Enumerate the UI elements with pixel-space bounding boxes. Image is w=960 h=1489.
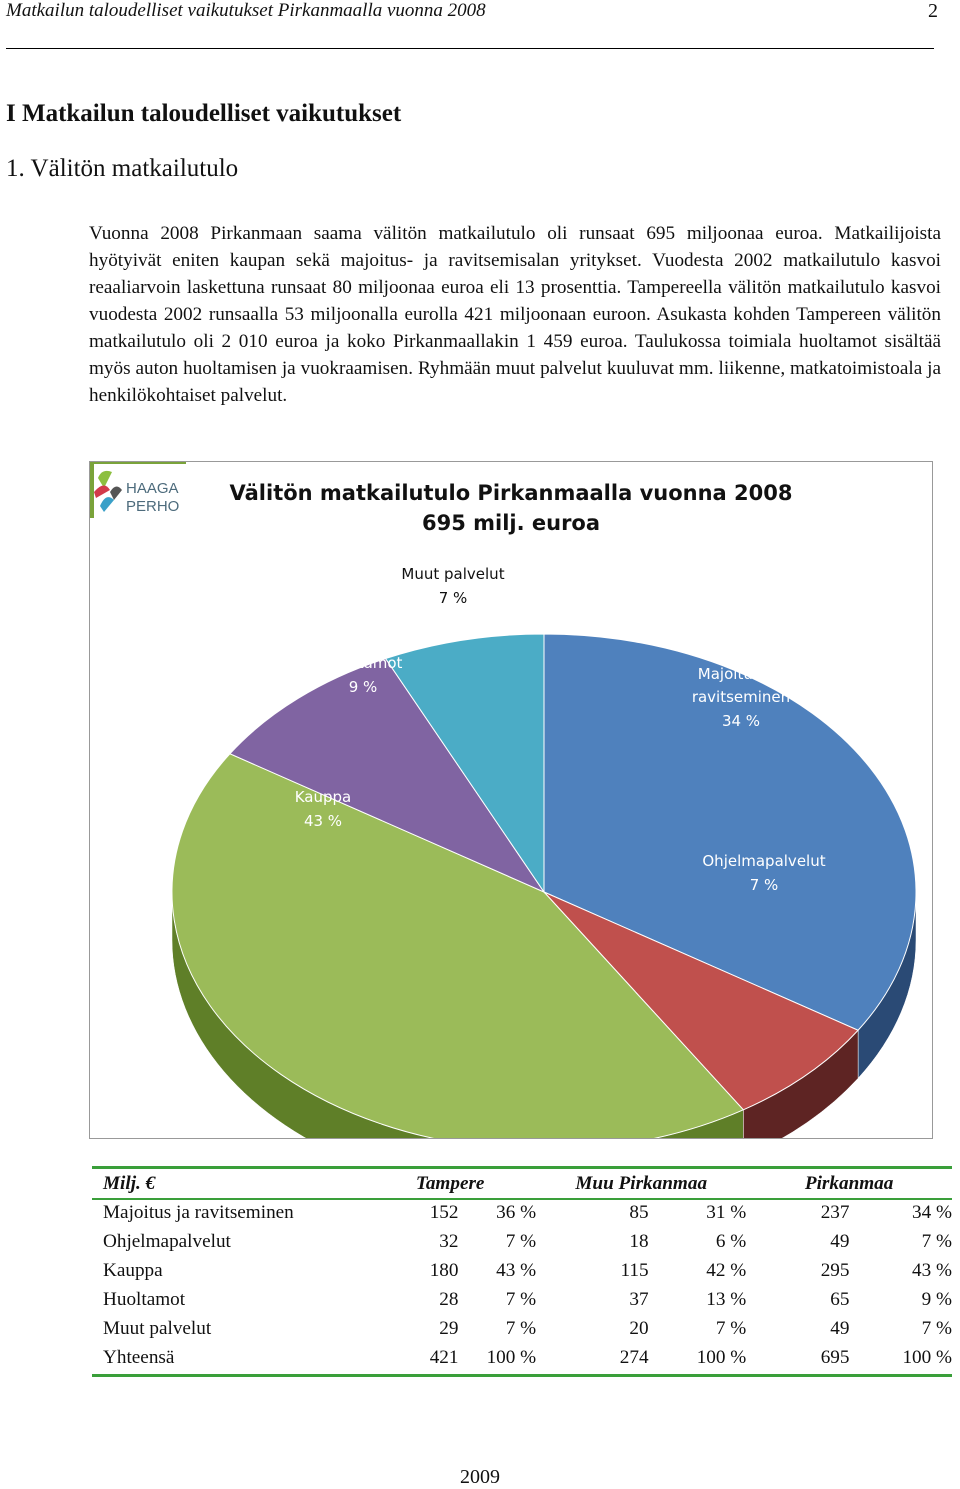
- table-cell: 43 %: [496, 1259, 537, 1281]
- table-cell: 421: [429, 1346, 459, 1368]
- table-cell: 180: [429, 1259, 459, 1281]
- table-cell: 13 %: [706, 1288, 747, 1310]
- table-cell: 65: [830, 1288, 850, 1310]
- subsection-title: 1. Välitön matkailutulo: [6, 155, 239, 182]
- section-title: I Matkailun taloudelliset vaikutukset: [6, 100, 402, 127]
- table-header-row: [92, 1169, 952, 1198]
- table-rule-bottom: [92, 1374, 952, 1377]
- table-cell: 31 %: [706, 1201, 747, 1223]
- table-cell: 9 %: [921, 1288, 952, 1310]
- table-cell: 115: [620, 1259, 649, 1281]
- pie-label-percent-3: 9 %: [348, 678, 378, 696]
- table-cell: 695: [820, 1346, 850, 1368]
- table-header-unit: Milj. €: [103, 1172, 156, 1194]
- logo-leaf-gray-icon: [110, 486, 122, 500]
- table-row: [92, 1227, 952, 1256]
- table-cell: 28: [439, 1288, 459, 1310]
- table-cell: 42 %: [706, 1259, 747, 1281]
- table-cell: 85: [629, 1201, 649, 1223]
- table-cell: 7 %: [921, 1317, 952, 1339]
- table-row-label: Muut palvelut: [103, 1317, 212, 1339]
- table-cell: 34 %: [912, 1201, 952, 1223]
- pie-chart: [90, 462, 932, 1138]
- table-cell: 43 %: [912, 1259, 952, 1281]
- table-cell: 274: [619, 1346, 649, 1368]
- table-cell: 7 %: [715, 1317, 747, 1339]
- pie-label-percent-2: 43 %: [303, 812, 343, 830]
- pie-slice-group: [172, 634, 916, 1138]
- table-cell: 100 %: [902, 1346, 952, 1368]
- table-cell: 20: [629, 1317, 649, 1339]
- table-cell: 100 %: [486, 1346, 537, 1368]
- page-number: 2: [928, 0, 938, 22]
- table-cell: 36 %: [496, 1201, 537, 1223]
- pie-label-4: [401, 565, 504, 607]
- logo-leaf-red-icon: [94, 485, 110, 498]
- footer-year: 2009: [460, 1466, 500, 1488]
- table-row-label: Huoltamot: [103, 1288, 186, 1310]
- logo-text-line1: HAAGA: [126, 480, 179, 497]
- table-row: [92, 1285, 952, 1314]
- table-cell: 7 %: [505, 1288, 537, 1310]
- logo-leaf-blue-icon: [100, 497, 114, 512]
- table-row-label: Ohjelmapalvelut: [103, 1230, 231, 1252]
- table-cell: 237: [820, 1201, 850, 1223]
- table-cell: 7 %: [505, 1230, 537, 1252]
- table-row-label: Yhteensä: [103, 1346, 175, 1368]
- table-row: [92, 1198, 952, 1227]
- table-cell: 49: [830, 1317, 850, 1339]
- logo-leaf-green-icon: [98, 471, 112, 488]
- table-header-muu-pirkanmaa: Muu Pirkanmaa: [575, 1172, 708, 1194]
- table-cell: 152: [429, 1201, 459, 1223]
- table-cell: 18: [629, 1230, 649, 1252]
- table-cell: 29: [439, 1317, 459, 1339]
- chart-title: Välitön matkailutulo Pirkanmaalla vuonna 2008: [229, 481, 793, 505]
- pie-label-text-2: Kauppa: [294, 788, 352, 806]
- table-cell: 37: [629, 1288, 649, 1310]
- haaga-perho-logo: [90, 462, 186, 518]
- table-row: [92, 1314, 952, 1343]
- table-header-tampere: Tampere: [415, 1172, 485, 1194]
- table-row-label: Kauppa: [103, 1259, 163, 1281]
- body-paragraph: Vuonna 2008 Pirkanmaan saama välitön matkailutulo oli runsaat 695 miljoonaa euroa. Matkailijoista hyötyivät eniten kaupan sekä majoitus- ja ravitsemisalan yritykset. Vuodesta 2002 matkailutulo kasvoi reaaliarvoin laskettuna runsaat 80 miljoonaa euroa eli 13 prosenttia. Tampereella välitön matkailutulo kasvoi vuodesta 2002 runsaalla 53 miljoonalla eurolla 421 miljoonaan euroon. Asukasta kohden Tampereen välitön matkailutulo oli 2 010 euroa ja koko Pirkanmaallakin 1 459 euroa. Taulukossa toimiala huoltamot sisältää myös auton huoltamisen ja vuokraamisen. Ryhmään muut palvelut kuuluvat mm. liikenne, matkatoimistoala ja henkilökohtaiset palvelut.: [89, 223, 941, 406]
- table-header-pirkanmaa: Pirkanmaa: [804, 1172, 894, 1194]
- pie-label-text-0: Majoitus- ja: [697, 665, 785, 683]
- pie-label-percent-1: 7 %: [749, 876, 779, 894]
- pie-chart-frame: [89, 461, 933, 1139]
- revenue-table-grid: [92, 1169, 952, 1372]
- table-body: [92, 1198, 952, 1372]
- logo-text-line2: PERHO: [126, 498, 180, 515]
- pie-label-text-4: Muut palvelut: [401, 565, 505, 583]
- pie-label-percent-4: 7 %: [438, 589, 468, 607]
- running-header-title: Matkailun taloudelliset vaikutukset Pirkanmaalla vuonna 2008: [6, 0, 486, 21]
- table-cell: 49: [830, 1230, 850, 1252]
- table-cell: 100 %: [696, 1346, 747, 1368]
- table-cell: 7 %: [921, 1230, 952, 1252]
- table-cell: 7 %: [505, 1317, 537, 1339]
- chart-subtitle: 695 milj. euroa: [421, 511, 601, 535]
- pie-label-text-1: Ohjelmapalvelut: [702, 852, 826, 870]
- table-cell: 6 %: [715, 1230, 747, 1252]
- table-cell: 295: [820, 1259, 850, 1281]
- table-row-label: Majoitus ja ravitseminen: [103, 1201, 294, 1223]
- pie-label-percent-0: 34 %: [721, 712, 761, 730]
- table-cell: 32: [439, 1230, 459, 1252]
- pie-label-text-0: ravitseminen: [691, 688, 791, 706]
- pie-label-text-3: Huoltamot: [323, 654, 403, 672]
- table-row: [92, 1343, 952, 1372]
- table-row: [92, 1256, 952, 1285]
- header-rule: [6, 48, 934, 49]
